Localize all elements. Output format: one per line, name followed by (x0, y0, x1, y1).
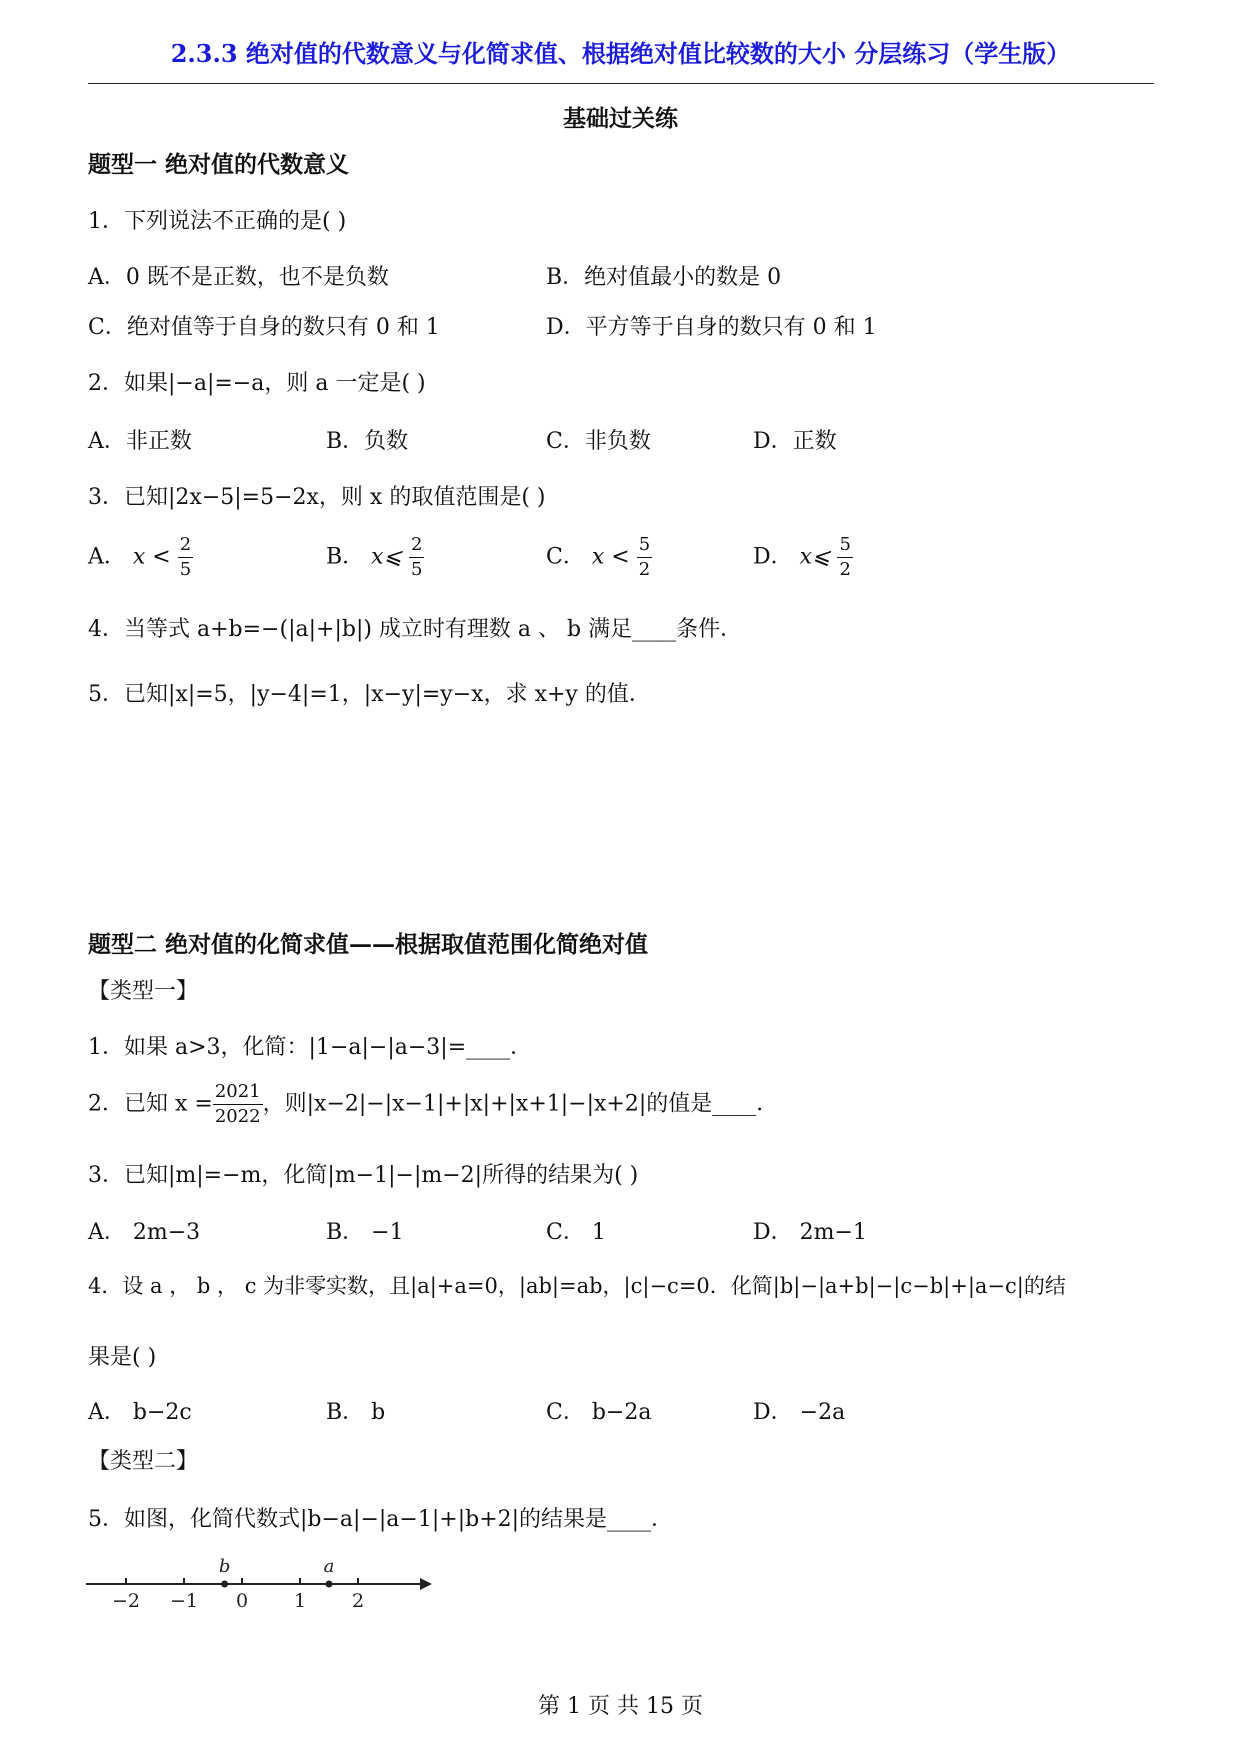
s1-q4-stem: 4．当等式 a+b=−(|a|+|b|) 成立时有理数 a 、 b 满足____条件． (88, 617, 743, 642)
s1-q2-stem: 2．如果|−a|=−a，则 a 一定是( ) (88, 371, 426, 396)
fraction-denominator: 2 (638, 559, 651, 580)
q2-pre-text: 2．已知 x = (88, 1091, 213, 1117)
option-letter: B． (326, 544, 365, 570)
s1-q2-option-b: B．负数 (326, 429, 409, 454)
number-line-point (326, 1581, 333, 1588)
s1-q1-option-c: C．绝对值等于自身的数只有 0 和 1 (88, 315, 440, 340)
number-line-tick-label: 2 (351, 1590, 365, 1612)
number-line-points (219, 1557, 335, 1588)
section2-heading: 题型二 绝对值的化简求值——根据取值范围化简绝对值 (88, 931, 649, 958)
s2-q4-option-b: B． b (326, 1400, 386, 1425)
s1-q2-option-d: D．正数 (753, 429, 837, 454)
s2-q3-option-b: B． −1 (326, 1220, 404, 1245)
fraction-numerator: 5 (637, 533, 652, 558)
s1-q1-option-b: B．绝对值最小的数是 0 (546, 265, 782, 290)
number-line-figure (86, 1557, 436, 1617)
section1-heading: 题型一 绝对值的代数意义 (88, 151, 350, 178)
header-rule (88, 83, 1154, 84)
s2-q5-stem: 5．如图，化简代数式|b−a|−|a−1|+|b+2|的结果是____． (88, 1507, 674, 1532)
s1-q3-option-b (326, 533, 424, 582)
number-line-point (221, 1581, 228, 1588)
page-footer: 第 1 页 共 15 页 (538, 1694, 703, 1719)
arrow-head-icon (420, 1578, 432, 1590)
s1-q3-option-c (546, 533, 652, 582)
s2-q1-stem: 1．如果 a>3，化简：|1−a|−|a−3|=____． (88, 1035, 533, 1060)
document-title: 2.3.3 绝对值的代数意义与化简求值、根据绝对值比较数的大小 分层练习（学生版） (170, 39, 1071, 68)
s1-q3-option-a (88, 533, 193, 582)
fraction (178, 533, 193, 582)
s2-q4-option-a: A． b−2c (88, 1400, 192, 1425)
fraction-numerator: 2 (409, 533, 424, 558)
option-letter: A． (88, 544, 126, 570)
option-letter: C． (546, 544, 585, 570)
s1-q1-stem: 1．下列说法不正确的是( ) (88, 209, 347, 234)
number-line-tick-label: −2 (111, 1590, 141, 1612)
level-title: 基础过关练 (563, 105, 678, 132)
s2-q3-option-c: C． 1 (546, 1220, 606, 1245)
s2-q4-stem-line2: 果是( ) (88, 1345, 157, 1370)
s2-q4-option-c: C． b−2a (546, 1400, 652, 1425)
fraction-denominator: 2 (839, 559, 851, 580)
number-line-point-label: b (218, 1557, 231, 1577)
number-line-point-label: a (323, 1557, 335, 1577)
s2-q3-stem: 3．已知|m|=−m，化简|m−1|−|m−2|所得的结果为( ) (88, 1163, 639, 1188)
option-math: x⩽ (799, 544, 831, 570)
fraction-denominator: 5 (411, 559, 423, 580)
fraction-numerator: 2 (178, 533, 193, 558)
number-line-tick-label: −1 (169, 1590, 199, 1612)
s1-q5-stem: 5．已知|x|=5，|y−4|=1，|x−y|=y−x，求 x+y 的值． (88, 682, 651, 707)
s2-q3-option-d: D． 2m−1 (753, 1220, 867, 1245)
s1-q1-option-a: A．0 既不是正数，也不是负数 (88, 265, 389, 290)
option-math: x < (591, 544, 630, 570)
s2-type2-label: 【类型二】 (88, 1449, 199, 1474)
option-letter: D． (753, 544, 793, 570)
q2-post-text: ，则|x−2|−|x−1|+|x|+|x+1|−|x+2|的值是____． (262, 1091, 779, 1117)
s2-q2-stem (88, 1080, 778, 1129)
number-line-tick-label: 1 (293, 1590, 307, 1612)
s1-q3-option-d (753, 533, 853, 582)
fraction-numerator: 2021 (213, 1080, 263, 1105)
s1-q1-option-d: D．平方等于自身的数只有 0 和 1 (546, 315, 877, 340)
fraction-numerator: 5 (837, 533, 852, 558)
fraction (837, 533, 852, 582)
option-math: x⩽ (371, 544, 403, 570)
s1-q3-stem: 3．已知|2x−5|=5−2x，则 x 的取值范围是( ) (88, 485, 546, 510)
s2-q4-option-d: D． −2a (753, 1400, 846, 1425)
s2-q3-option-a: A． 2m−3 (88, 1220, 201, 1245)
fraction-denominator: 5 (179, 559, 192, 580)
s1-q2-option-a: A．非正数 (88, 429, 192, 454)
fraction (409, 533, 424, 582)
number-line-tick-label: 0 (235, 1590, 249, 1612)
fraction (213, 1080, 263, 1129)
fraction-denominator: 2022 (214, 1106, 261, 1127)
s2-type1-label: 【类型一】 (88, 979, 199, 1004)
option-math: x < (132, 544, 171, 570)
fraction (637, 533, 652, 582)
s2-q4-stem-line1: 4．设 a ， b ， c 为非零实数，且|a|+a=0，|ab|=ab，|c|−c=0．化简|b|−|a+b|−|c−b|+|a−c|的结 (88, 1274, 1066, 1298)
s1-q2-option-c: C．非负数 (546, 429, 651, 454)
